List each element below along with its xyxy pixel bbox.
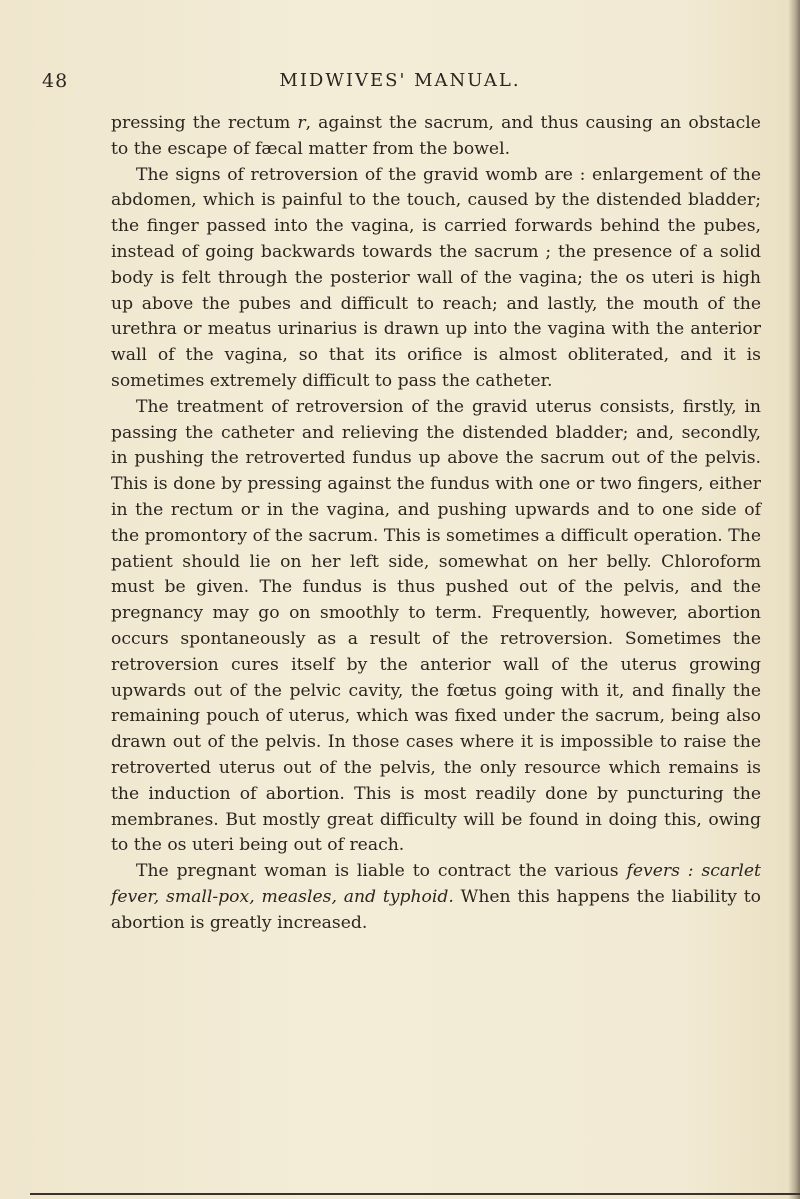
paragraph-4-text-a: The pregnant woman is liable to contract the various [136,861,627,882]
paragraph-4-text-c: When this happens the liability to abortion is greatly increased. [111,886,762,933]
paragraph-4-italic-list: scarlet fever, small-pox, measles, and typhoid. [111,861,761,907]
paragraph-1-text-a: pressing the rectum [111,113,298,133]
paragraph-4-italic-fevers: fevers : [626,861,694,882]
paragraph-2: The signs of retroversion of the gravid womb are : enlargement of the abdomen, which is painful to the touch, caused by the distended bladder; the finger passed into the vagina, is carried forwards behind the pubes, instead of going backwards towards the sacrum ; the presence of a solid body is felt through the posterior wall of the vagina; the os uteri is high up above the pubes and difficult to reach; and lastly, the mouth of the urethra or meatus urinarius is drawn up into the vagina with the anterior wall of the vagina, so that its orifice is almost obliterated, and it is sometimes extremely difficult to pass the catheter. [111,164,761,391]
paragraph-1-italic-r: r [297,113,306,133]
page-number: 48 [42,70,69,92]
page-header [0,70,800,100]
running-head: MIDWIVES' MANUAL. [279,70,521,91]
paragraph-1 [111,111,761,163]
paragraph-4 [111,859,761,936]
paragraph-3: The treatment of retroversion of the gravid uterus consists, firstly, in passing the catheter and relieving the distended bladder; and, secondly, in pushing the retroverted fundus up above the sacrum out of the pelvis. This is done by pressing against the fundus with one or two fingers, either in the rectum or in the vagina, and pushing upwards and to one side of the promontory of the sacrum. This is sometimes a difficult operation. The patient should lie on her left side, somewhat on her belly. Chloroform must be given. The fundus is thus pushed out of the pelvis, and the pregnancy may go on smoothly to term. Frequently, however, abortion occurs spontaneously as a result of the retroversion. Sometimes the retroversion cures itself by the anterior wall of the uterus growing upwards out of the pelvic cavity, the fœtus going with it, and finally the remaining pouch of uterus, which was fixed under the sacrum, being also drawn out of the pelvis. In those cases where it is impossible to raise the retroverted uterus out of the pelvis, the only resource which remains is the induction of abortion. This is most readily done by puncturing the membranes. But mostly great difficulty will be found in doing this, owing to the os uteri being out of reach. [111,396,761,856]
page-bottom-rule [30,1193,800,1195]
body-text [111,111,761,937]
paragraph-1-text-b: , against the sacrum, and thus causing an obstacle to the escape of fæcal matter from the bowel. [111,113,761,159]
page-edge-shadow [788,0,800,1199]
